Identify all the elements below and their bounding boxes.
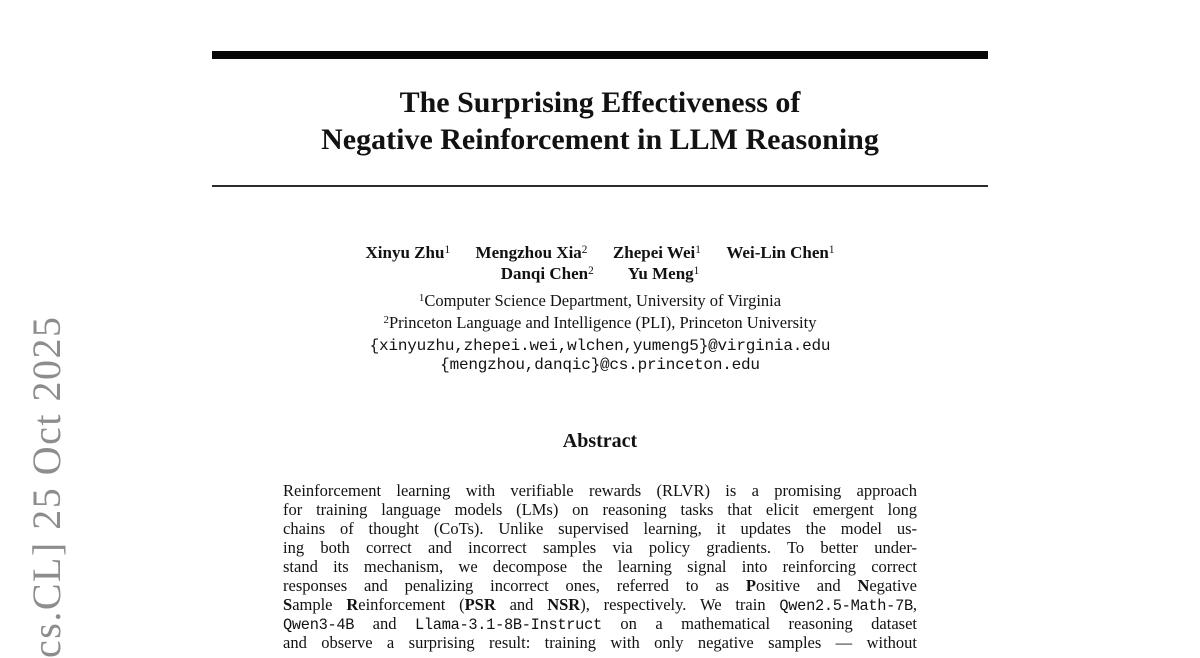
affiliation-princeton: $^2$Princeton Language and Intelligence (PLI), Princeton University: [383, 313, 817, 332]
paper-title-line-2: Negative Reinforcement in LLM Reasoning: [321, 123, 879, 156]
affiliation-virginia: $^1$Computer Science Department, University of Virginia: [418, 291, 782, 310]
abstract-line: and observe a surprising result: training with only negative samples — without: [283, 633, 917, 652]
title-rule: [212, 185, 988, 187]
abstract-line: ing both correct and incorrect samples via policy gradients. To better under-: [283, 538, 917, 557]
abstract-heading: Abstract: [562, 430, 638, 452]
top-rule: [212, 51, 988, 59]
paper-title: [0, 84, 1200, 158]
abstract-line: stand its mechanism, we decompose the learning signal into reinforcing correct: [283, 557, 917, 576]
arxiv-watermark: cs.CL] 25 Oct 2025: [24, 315, 69, 658]
abstract-line: chains of thought (CoTs). Unlike supervised learning, it updates the model us-: [283, 519, 917, 538]
email-princeton: {mengzhou,danqic}@cs.princeton.edu: [440, 356, 760, 374]
abstract-paragraph: [283, 481, 917, 652]
author-line-1: Xinyu Zhu$^1$ Mengzhou Xia$^2$ Zhepei Wei$^1$ Wei-Lin Chen$^1$: [365, 243, 835, 262]
abstract-line: Reinforcement learning with verifiable rewards (RLVR) is a promising approach: [283, 481, 917, 500]
abstract-line: for training language models (LMs) on reasoning tasks that elicit emergent long: [283, 500, 917, 519]
email-virginia: {xinyuzhu,zhepei.wei,wlchen,yumeng5}@virginia.edu: [369, 337, 831, 355]
author-line-2: Danqi Chen$^2$ Yu Meng$^1$: [500, 264, 700, 283]
paper-title-line-1: The Surprising Effectiveness of: [399, 86, 801, 119]
abstract-line: Sample Reinforcement (PSR and NSR), respectively. We train Qwen2.5-Math-7B,: [283, 595, 917, 614]
abstract-line: Qwen3-4B and Llama-3.1-8B-Instruct on a mathematical reasoning dataset: [283, 614, 917, 633]
abstract-line: responses and penalizing incorrect ones, referred to as Positive and Negative: [283, 576, 917, 595]
